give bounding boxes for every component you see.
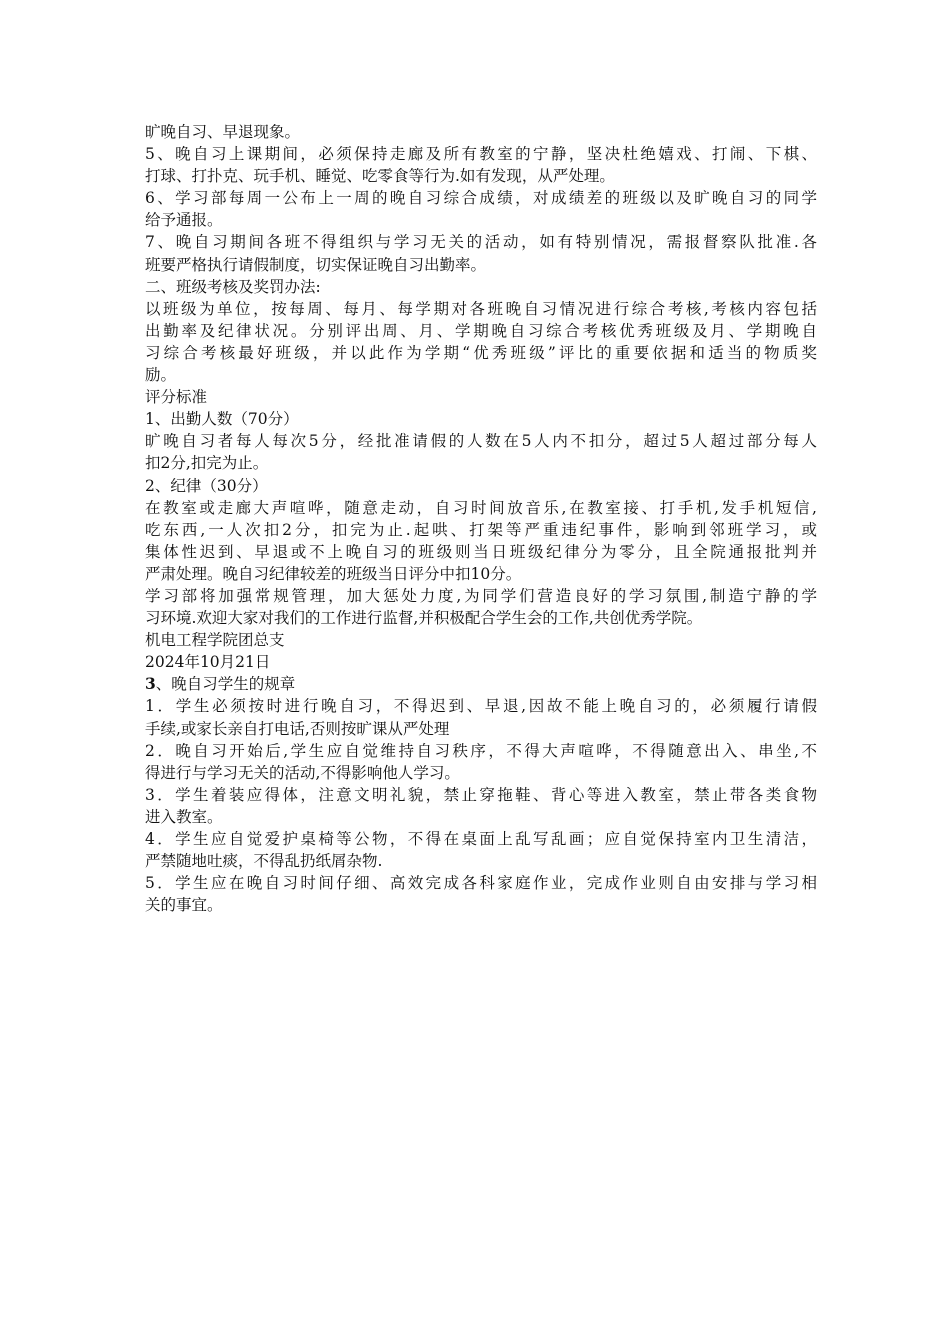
rule-line: 2．晚自习开始后,学生应自觉维持自习秩序，不得大声喧哗，不得随意出入、串坐,不	[145, 741, 817, 760]
rule-line: 3．学生着装应得体，注意文明礼貌，禁止穿拖鞋、背心等进入教室，禁止带各类食物	[145, 785, 817, 804]
rule-line: 1．学生必须按时进行晚自习，不得迟到、早退,因故不能上晚自习的，必须履行请假	[145, 697, 817, 716]
text-line: 6、学习部每周一公布上一周的晚自习综合成绩，对成绩差的班级以及旷晚自习的同学	[145, 189, 817, 208]
text-line: 出勤率及纪律状况。分别评出周、月、学期晚自习综合考核优秀班级及月、学期晚自	[145, 321, 817, 340]
text-line: 旷晚自习、早退现象。	[145, 123, 301, 141]
text-line: 7、晚自习期间各班不得组织与学习无关的活动，如有特别情况，需报督察队批准.各	[145, 233, 817, 252]
text-line: 吃东西,一人次扣2分，扣完为止.起哄、打架等严重违纪事件，影响到邻班学习，或	[145, 520, 817, 539]
rules-list	[145, 695, 817, 916]
rule-line: 进入教室。	[145, 807, 223, 826]
text-line: 1、出勤人数（70分）	[145, 410, 299, 429]
section-3-title: 、晚自习学生的规章	[155, 675, 296, 694]
text-line: 打球、打扑克、玩手机、睡觉、吃零食等行为.如有发现，从严处理。	[145, 167, 615, 186]
text-line: 班要严格执行请假制度，切实保证晚自习出勤率。	[145, 255, 487, 274]
text-line: 机电工程学院团总支	[145, 631, 285, 650]
text-line: 扣2分,扣完为止。	[145, 454, 269, 473]
text-line: 在教室或走廊大声喧哗，随意走动，自习时间放音乐,在教室接、打手机,发手机短信,	[145, 498, 817, 517]
text-line: 2024年10月21日	[145, 653, 271, 672]
text-line: 集体性迟到、早退或不上晚自习的班级则当日班级纪律分为零分，且全院通报批判并	[145, 542, 817, 561]
rule-line: 手续,或家长亲自打电话,否则按旷课从严处理	[145, 719, 450, 738]
text-line: 习环境.欢迎大家对我们的工作进行监督,并积极配合学生会的工作,共创优秀学院。	[145, 609, 703, 628]
section-3-heading	[145, 673, 817, 695]
text-line: 5、晚自习上课期间，必须保持走廊及所有教室的宁静，坚决杜绝嬉戏、打闹、下棋、	[145, 145, 817, 164]
section-3-number: 3	[145, 674, 156, 694]
rule-line: 4．学生应自觉爱护桌椅等公物，不得在桌面上乱写乱画；应自觉保持室内卫生清洁，	[145, 830, 817, 848]
text-line: 评分标准	[145, 388, 208, 407]
rule-line: 关的事宜。	[145, 896, 223, 915]
text-line: 学习部将加强常规管理，加大惩处力度,为同学们营造良好的学习氛围,制造宁静的学	[145, 586, 817, 605]
text-line: 旷晚自习者每人每次5分，经批准请假的人数在5人内不扣分，超过5人超过部分每人	[145, 432, 817, 451]
text-line: 给予通报。	[145, 211, 223, 230]
text-line: 励。	[145, 366, 177, 385]
rule-line: 得进行与学习无关的活动,不得影响他人学习。	[145, 763, 460, 782]
rule-line: 严禁随地吐痰，不得乱扔纸屑杂物.	[145, 852, 383, 871]
text-line: 2、纪律（30分）	[145, 476, 268, 495]
document-page	[145, 121, 817, 916]
rule-line: 5．学生应在晚自习时间仔细、高效完成各科家庭作业，完成作业则自由安排与学习相	[145, 874, 817, 893]
text-line: 严肃处理。晚自习纪律较差的班级当日评分中扣10分。	[145, 564, 522, 583]
text-line: 习综合考核最好班级，并以此作为学期“优秀班级”评比的重要依据和适当的物质奖	[145, 343, 817, 362]
text-line: 以班级为单位，按每周、每月、每学期对各班晚自习情况进行综合考核,考核内容包括	[145, 299, 817, 318]
document-body	[145, 121, 817, 673]
text-line: 二、班级考核及奖罚办法:	[145, 277, 321, 296]
